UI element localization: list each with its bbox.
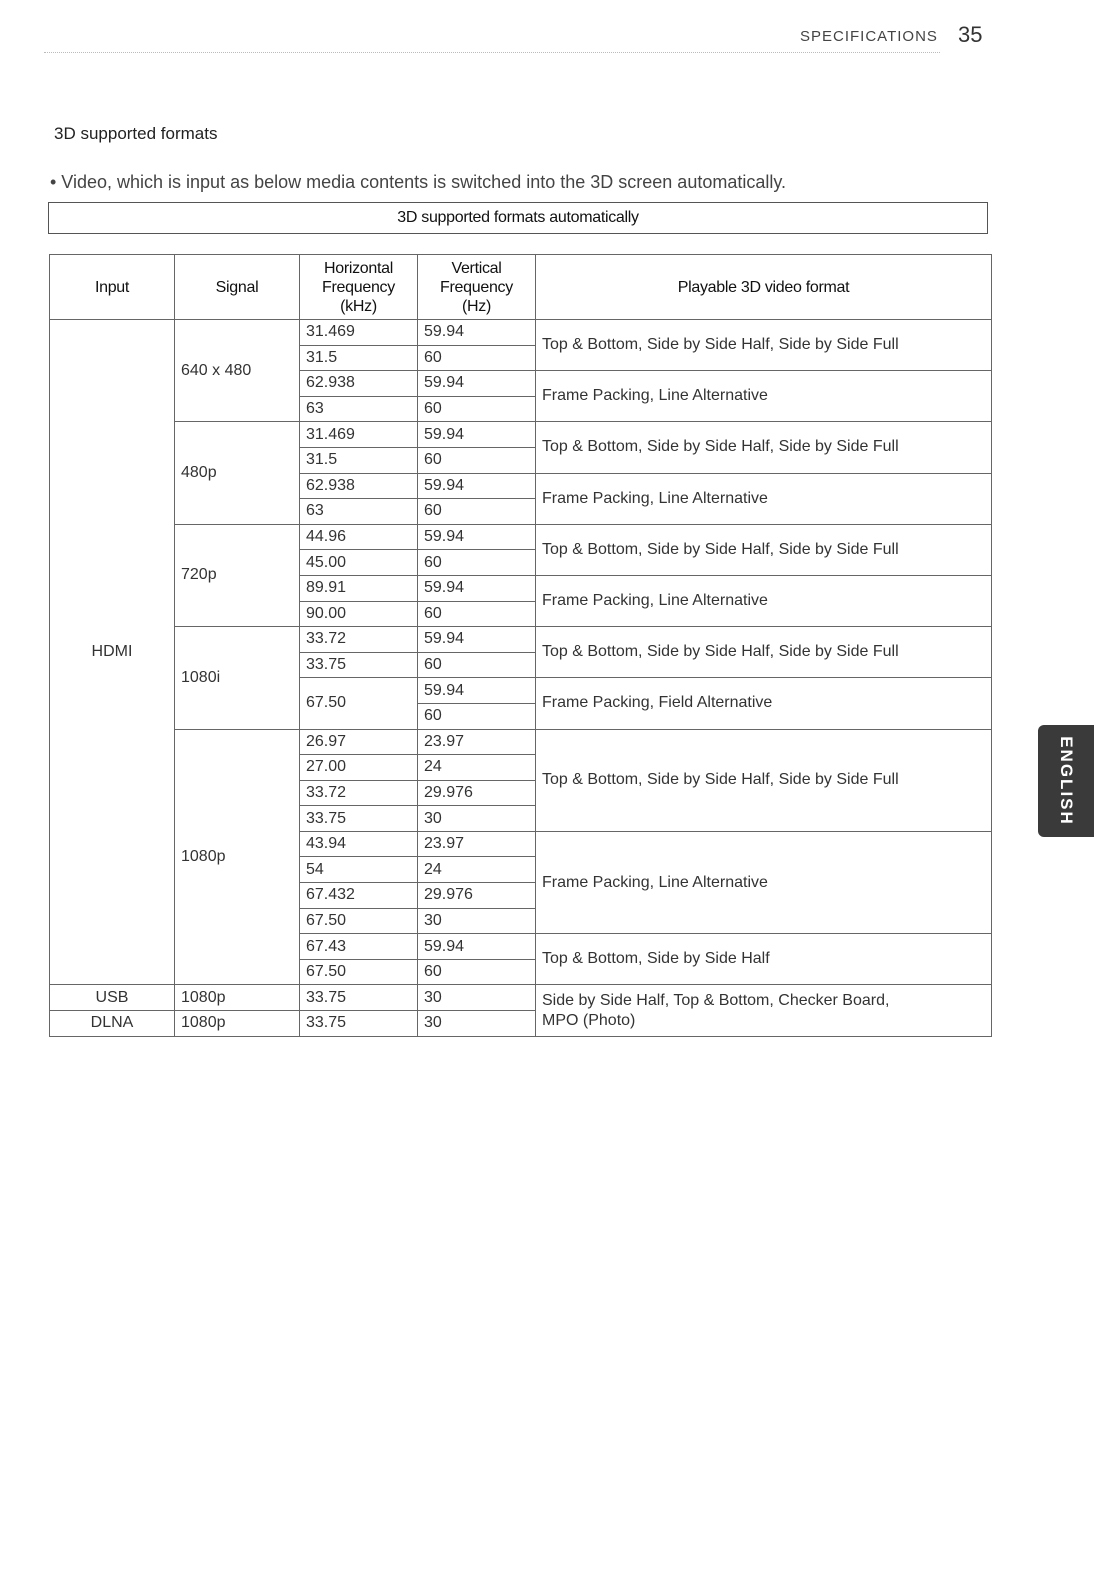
table-row [50,524,992,550]
h-freq: 63 [300,499,418,525]
header-row [50,255,992,320]
formats-table [49,254,992,1037]
h-freq: 67.50 [300,908,418,934]
header-vertical: Vertical Frequency (Hz) [418,255,536,320]
v-freq: 59.94 [418,422,536,448]
h-freq: 67.43 [300,934,418,960]
v-freq: 30 [418,985,536,1011]
section-title: 3D supported formats [54,124,218,143]
language-tab-label: ENGLISH [1057,736,1076,826]
format-cell: Frame Packing, Field Alternative [536,678,992,729]
h-freq: 33.75 [300,1011,418,1037]
h-freq: 54 [300,857,418,883]
h-freq: 89.91 [300,575,418,601]
v-freq: 30 [418,806,536,832]
h-freq: 33.72 [300,627,418,653]
table-row [50,985,992,1011]
signal-cell: 720p [175,524,300,626]
v-freq: 60 [418,959,536,985]
header-signal: Signal [175,255,300,320]
page-number: 35 [958,22,983,47]
table-row [50,422,992,448]
header-format: Playable 3D video format [536,255,992,320]
v-freq: 29.976 [418,883,536,909]
v-freq: 23.97 [418,729,536,755]
header-section: SPECIFICATIONS [800,28,938,45]
signal-cell: 1080p [175,985,300,1011]
header-horizontal: Horizontal Frequency (kHz) [300,255,418,320]
v-freq: 59.94 [418,934,536,960]
h-freq: 67.432 [300,883,418,909]
v-freq: 60 [418,499,536,525]
v-freq: 60 [418,652,536,678]
v-freq: 60 [418,345,536,371]
h-freq: 33.75 [300,806,418,832]
v-freq: 60 [418,703,536,729]
h-freq: 33.75 [300,985,418,1011]
h-freq: 33.72 [300,780,418,806]
v-freq: 60 [418,396,536,422]
v-freq: 59.94 [418,678,536,704]
v-freq: 24 [418,755,536,781]
input-usb: USB [50,985,175,1011]
format-cell: Top & Bottom, Side by Side Half, Side by Side Full [536,627,992,678]
h-freq: 90.00 [300,601,418,627]
header-rule [44,52,940,53]
table-row [50,320,992,346]
v-freq: 59.94 [418,627,536,653]
language-tab [1038,725,1094,837]
v-freq: 60 [418,550,536,576]
h-freq: 27.00 [300,755,418,781]
signal-cell: 1080p [175,1011,300,1037]
header-input: Input [50,255,175,320]
format-cell: Frame Packing, Line Alternative [536,575,992,626]
h-freq: 26.97 [300,729,418,755]
format-cell: Top & Bottom, Side by Side Half, Side by Side Full [536,320,992,371]
v-freq: 23.97 [418,831,536,857]
signal-cell: 1080p [175,729,300,985]
h-freq: 67.50 [300,678,418,729]
v-freq: 59.94 [418,524,536,550]
v-freq: 59.94 [418,371,536,397]
v-freq: 60 [418,601,536,627]
format-cell-usb-dlna: Side by Side Half, Top & Bottom, Checker Board, MPO (Photo) [536,985,992,1036]
v-freq: 60 [418,447,536,473]
h-freq: 31.469 [300,320,418,346]
table-row [50,627,992,653]
h-freq: 43.94 [300,831,418,857]
bullet-text: • Video, which is input as below media contents is switched into the 3D screen automatically. [50,172,787,192]
h-freq: 62.938 [300,473,418,499]
h-freq: 44.96 [300,524,418,550]
v-freq: 29.976 [418,780,536,806]
h-freq: 63 [300,396,418,422]
v-freq: 30 [418,1011,536,1037]
v-freq: 24 [418,857,536,883]
h-freq: 31.5 [300,345,418,371]
format-cell: Frame Packing, Line Alternative [536,371,992,422]
format-cell: Frame Packing, Line Alternative [536,831,992,933]
h-freq: 33.75 [300,652,418,678]
v-freq: 59.94 [418,473,536,499]
v-freq: 59.94 [418,575,536,601]
format-cell: Top & Bottom, Side by Side Half, Side by Side Full [536,524,992,575]
format-cell: Top & Bottom, Side by Side Half [536,934,992,985]
v-freq: 30 [418,908,536,934]
h-freq: 45.00 [300,550,418,576]
h-freq: 67.50 [300,959,418,985]
h-freq: 31.469 [300,422,418,448]
table-row [50,729,992,755]
format-cell: Top & Bottom, Side by Side Half, Side by Side Full [536,729,992,831]
format-cell: Top & Bottom, Side by Side Half, Side by Side Full [536,422,992,473]
v-freq: 59.94 [418,320,536,346]
signal-cell: 1080i [175,627,300,729]
format-cell: Frame Packing, Line Alternative [536,473,992,524]
signal-cell: 640 x 480 [175,320,300,422]
signal-cell: 480p [175,422,300,524]
h-freq: 31.5 [300,447,418,473]
input-hdmi: HDMI [50,320,175,985]
h-freq: 62.938 [300,371,418,397]
table-banner: 3D supported formats automatically [48,202,988,234]
input-dlna: DLNA [50,1011,175,1037]
